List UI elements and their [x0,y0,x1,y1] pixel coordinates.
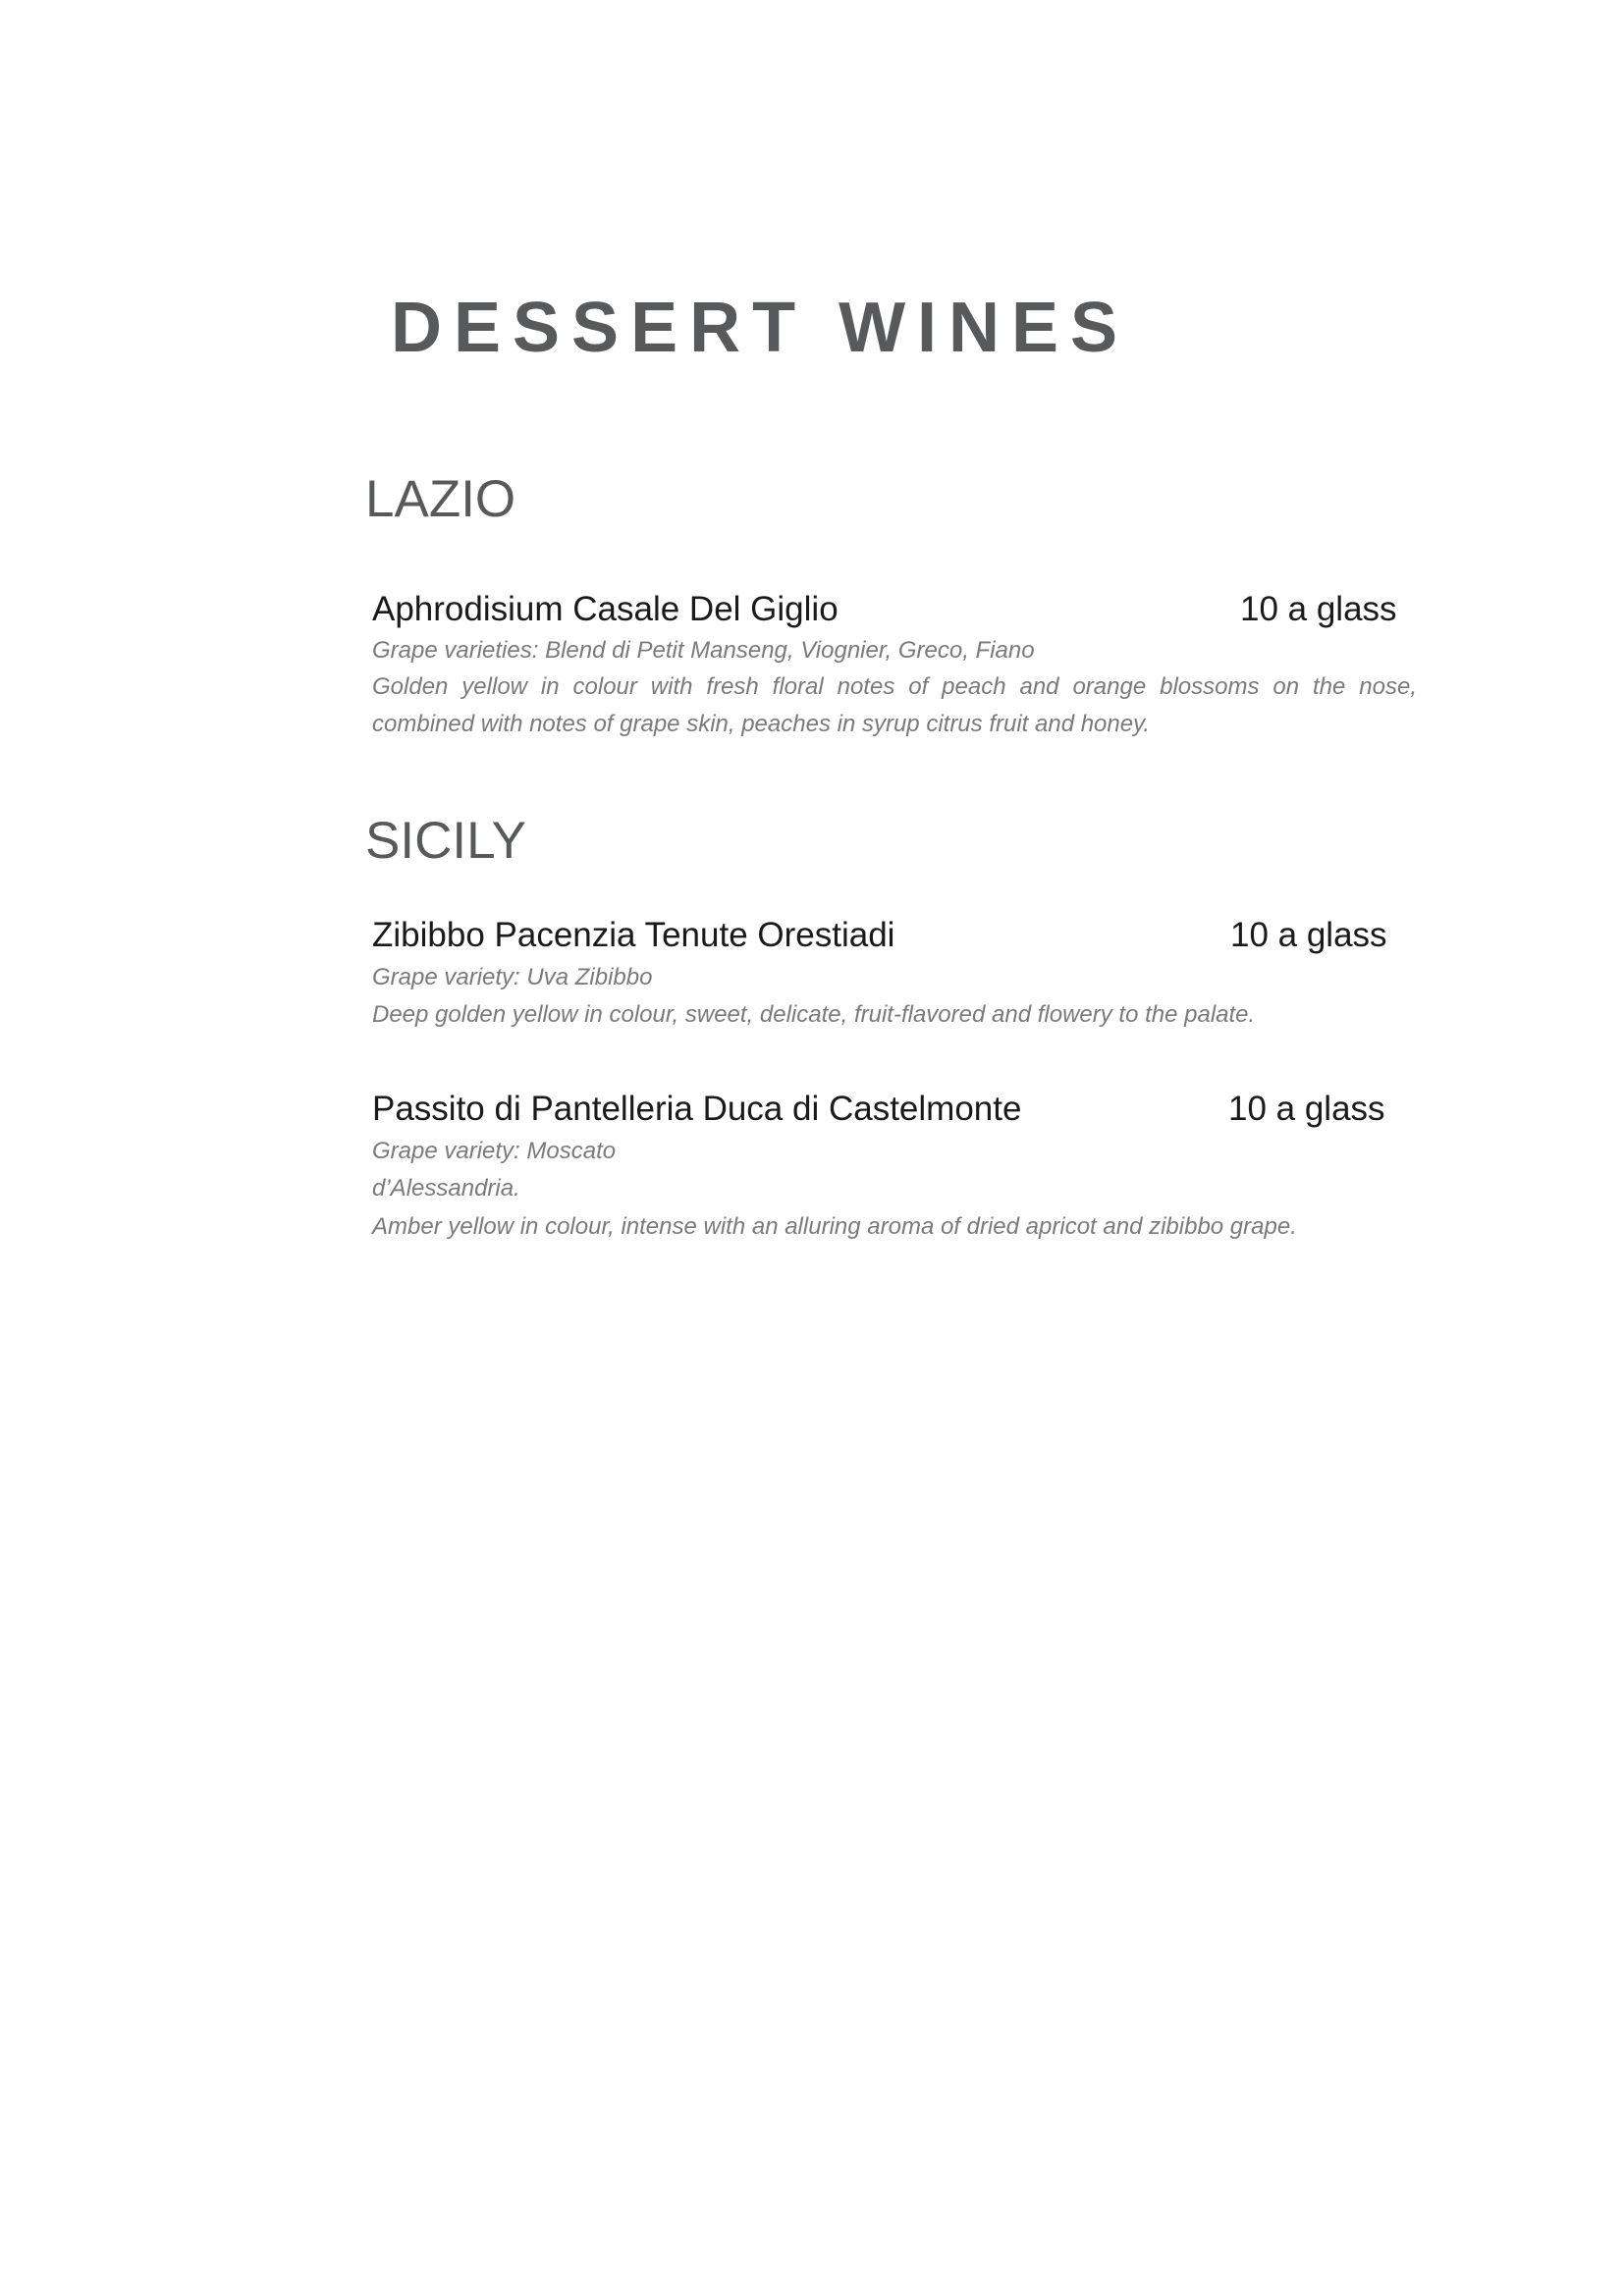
grape-variety: Grape variety: Moscato [372,1138,617,1164]
wine-description-line: Golden yellow in colour with fresh floral notes of peach and orange blossoms on the nose, [372,673,1417,700]
page-title: DESSERT WINES [391,289,1130,367]
wine-description: Deep golden yellow in colour, sweet, delicate, fruit-flavored and flowery to the palate. [372,1001,1256,1028]
wine-name: Zibibbo Pacenzia Tenute Orestiadi [372,916,895,954]
region-heading-sicily: SICILY [365,812,526,870]
wine-name: Aphrodisium Casale Del Giglio [372,590,839,628]
wine-description [372,668,1417,743]
wine-price: 10 a glass [1228,1090,1385,1128]
grape-variety-continued: d’Alessandria. [372,1175,520,1201]
wine-description-line: combined with notes of grape skin, peaches in syrup citrus fruit and honey. [372,711,1150,737]
grape-variety: Grape variety: Uva Zibibbo [372,964,653,990]
grape-varieties: Grape varieties: Blend di Petit Manseng, Viognier, Greco, Fiano [372,637,1035,664]
wine-price: 10 a glass [1240,590,1397,628]
wine-description: Amber yellow in colour, intense with an alluring aroma of dried apricot and zibibbo grape. [372,1213,1297,1240]
wine-name: Passito di Pantelleria Duca di Castelmonte [372,1090,1022,1128]
region-heading-lazio: LAZIO [365,470,516,528]
wine-price: 10 a glass [1230,916,1387,954]
